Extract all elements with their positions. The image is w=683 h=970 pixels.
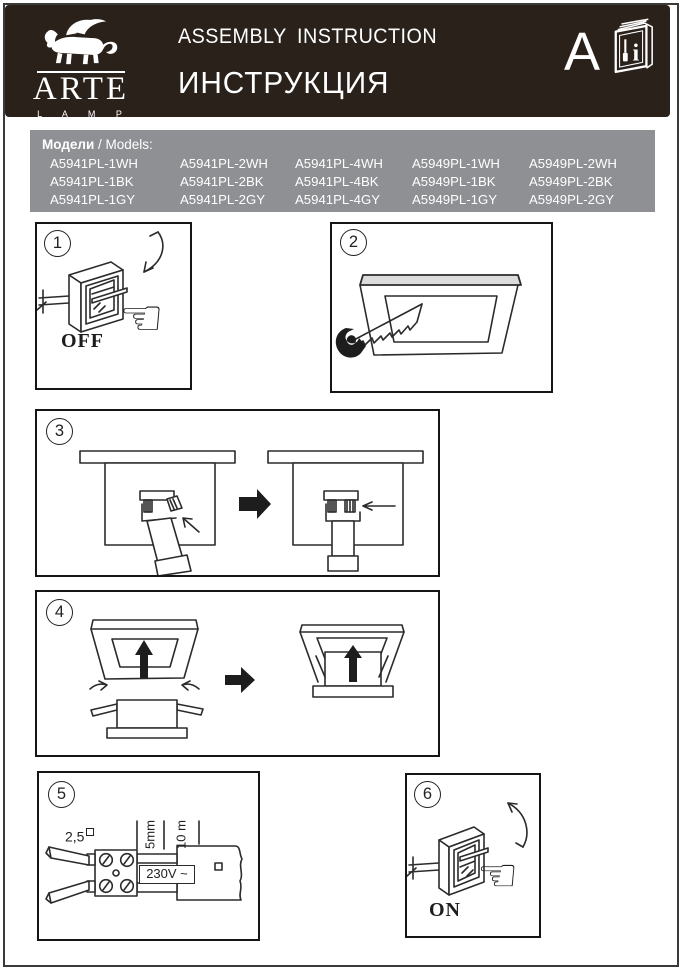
curved-arrow-up-icon bbox=[508, 803, 523, 847]
switch-off-label: OFF bbox=[61, 330, 104, 352]
strip-length-label: 5mm bbox=[142, 820, 158, 849]
header-titles bbox=[178, 25, 454, 101]
model-number: A5949PL-2GY bbox=[529, 192, 615, 207]
models-label-ru: Модели bbox=[42, 137, 95, 152]
cable-length-label: 10 m bbox=[173, 820, 189, 849]
info-i-glyph: i bbox=[632, 40, 640, 67]
title-english: ASSEMBLY INSTRUCTION bbox=[178, 25, 438, 48]
manual-booklet-icon bbox=[610, 17, 656, 77]
step-number-badge: 4 bbox=[46, 599, 73, 626]
square-mm-icon bbox=[86, 828, 94, 836]
up-arrow-icon bbox=[135, 640, 153, 678]
model-number: A5941PL-1GY bbox=[50, 192, 136, 207]
models-box bbox=[30, 130, 655, 212]
model-number: A5941PL-4GY bbox=[295, 192, 381, 207]
model-number: A5949PL-1GY bbox=[412, 192, 498, 207]
curved-arrow-down-icon bbox=[144, 232, 158, 272]
step-5-panel bbox=[37, 771, 260, 941]
header-corner bbox=[563, 17, 656, 82]
step-number-badge: 3 bbox=[46, 418, 73, 445]
saw-handle bbox=[336, 328, 366, 358]
brand-subtitle: L A M P bbox=[37, 108, 131, 119]
small-curved-arrow-icon bbox=[90, 681, 107, 690]
step-2-panel bbox=[330, 222, 553, 393]
model-number: A5949PL-1BK bbox=[412, 174, 496, 189]
next-arrow-icon bbox=[225, 667, 255, 693]
model-number: A5949PL-2WH bbox=[529, 156, 617, 171]
model-number: A5941PL-4BK bbox=[295, 174, 379, 189]
step-1-panel bbox=[35, 222, 192, 390]
header bbox=[5, 5, 670, 117]
clip-adjust-drawing bbox=[37, 411, 438, 575]
winged-lion-icon bbox=[35, 13, 127, 65]
title-russian: ИНСТРУКЦИЯ bbox=[178, 65, 390, 100]
voltage-label: 230V ~ bbox=[139, 865, 195, 884]
install-drawing bbox=[37, 592, 438, 755]
models-grid bbox=[42, 155, 655, 209]
pointing-hand-icon: ☜ bbox=[477, 848, 519, 902]
small-curved-arrow-icon bbox=[182, 681, 199, 690]
model-number: A5941PL-1BK bbox=[50, 174, 134, 189]
model-number: A5941PL-2BK bbox=[180, 174, 264, 189]
step-number-badge: 1 bbox=[44, 230, 71, 257]
next-arrow-icon bbox=[239, 489, 271, 519]
brand-name: ARTE bbox=[32, 71, 130, 107]
models-label bbox=[42, 137, 655, 152]
step-6-panel bbox=[405, 773, 541, 938]
model-number: A5941PL-4WH bbox=[295, 156, 383, 171]
step-number-badge: 6 bbox=[414, 781, 441, 808]
model-number: A5941PL-2WH bbox=[180, 156, 268, 171]
model-number: A5941PL-1WH bbox=[50, 156, 138, 171]
step-number-badge: 2 bbox=[340, 229, 367, 256]
pointing-hand-icon: ☜ bbox=[119, 289, 164, 347]
step-number-badge: 5 bbox=[48, 781, 75, 808]
model-number: A5949PL-2BK bbox=[529, 174, 613, 189]
section-letter: A bbox=[563, 22, 600, 82]
step-3-panel bbox=[35, 409, 440, 577]
arte-lamp-logo bbox=[31, 13, 131, 119]
switch-on-label: ON bbox=[429, 899, 461, 921]
step-4-panel bbox=[35, 590, 440, 757]
models-label-en: / Models: bbox=[94, 137, 153, 152]
model-number: A5941PL-2GY bbox=[180, 192, 266, 207]
wire-cross-section-value: 2,5 bbox=[65, 828, 85, 845]
wire-cross-section-label bbox=[65, 828, 94, 845]
model-number: A5949PL-1WH bbox=[412, 156, 500, 171]
